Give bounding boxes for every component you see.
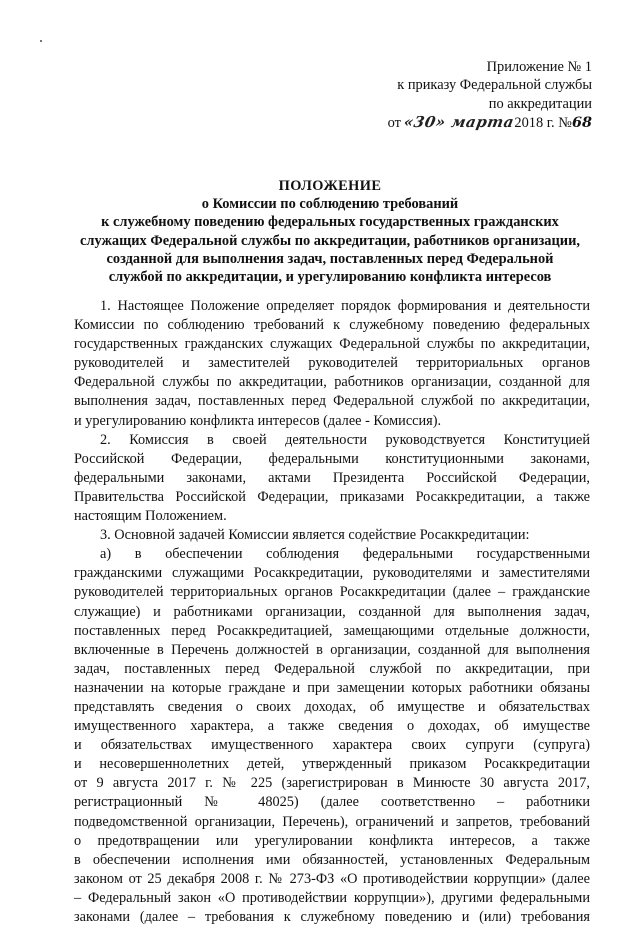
scan-speck (40, 40, 42, 42)
body-line: государственных гражданских служащих Федеральной службы по аккредитации, (74, 336, 590, 353)
body-line: 1. Настоящее Положение определяет порядок формирования и деятельности (100, 298, 590, 314)
body-line: настоящим Положением. (74, 508, 227, 525)
title-line: о Комиссии по соблюдению требований (201, 196, 459, 213)
title-heading: ПОЛОЖЕНИЕ (278, 178, 382, 194)
body-text (74, 297, 590, 927)
body-line: 3. Основной задачей Комиссии является содействие Росаккредитации: (100, 527, 530, 544)
body-line: от 9 августа 2017 г. № 225 (зарегистрирован в Минюсте 30 августа 2017, (74, 775, 590, 792)
body-line: и обязательствах имущественного характера своих супруги (супруга) (74, 737, 590, 754)
body-line: задач, поставленных перед Федеральной службой по аккредитации, при (74, 660, 590, 677)
body-line: подведомственной организации, Перечень), ограничений и запретов, требований (74, 813, 590, 830)
appendix-line-3: по аккредитации (488, 95, 592, 112)
appendix-date-line (388, 113, 592, 132)
appendix-line-1: Приложение № 1 (486, 59, 592, 75)
title-line: к служебному поведению федеральных государственных гражданских (101, 214, 559, 231)
body-line: Правительства Российской Федерации, приказами Росаккредитации, а также (74, 488, 590, 505)
appendix-header (388, 58, 592, 133)
document-title (60, 177, 600, 286)
body-line: – Федеральный закон «О противодействии коррупции»), другими федеральными (74, 889, 590, 906)
handwritten-date: «30» марта (402, 113, 516, 132)
body-line: и несовершеннолетних детей, утвержденный приказом Росаккредитации (74, 756, 590, 773)
body-line: выполнения задач, поставленных перед Федеральной службой по аккредитации, (74, 393, 590, 410)
body-line: Комиссии по соблюдению требований к служебному поведению федеральных (74, 317, 590, 334)
body-line: представлять сведения о своих доходах, об имуществе и обязательствах (74, 698, 590, 715)
body-line: а) в обеспечении соблюдения федеральными государственными (100, 546, 590, 563)
title-line: служащих Федеральной службы по аккредитации, работников организации, (80, 232, 580, 249)
body-line: Федеральной службы по аккредитации, работников организации, созданной для (74, 374, 590, 391)
title-line: созданной для выполнения задач, поставленных перед Федеральной (106, 250, 554, 267)
body-line: о предотвращении или урегулировании конфликта интересов, а также (74, 832, 590, 849)
body-line: законом от 25 декабря 2008 г. № 273-ФЗ «О противодействии коррупции» (далее (74, 870, 590, 887)
body-line: руководителей территориальных органов Росаккредитации (далее – гражданские (74, 584, 590, 601)
handwritten-order-number: 68 (571, 114, 592, 132)
body-line: назначении на которые граждане и при замещении которых работники обязаны (74, 679, 590, 696)
body-line: руководителей и заместителей руководителей территориальных органов (74, 355, 590, 372)
body-line: поставленных перед Росаккредитацией, замещающими отдельные должности, (74, 622, 590, 639)
body-line: служащие) и работниками организации, созданной для выполнения задач, (74, 603, 590, 620)
body-line: гражданскими служащими Росаккредитации, руководителями и заместителями (74, 565, 590, 582)
body-line: регистрационный № 48025) (далее соответственно – работники (74, 794, 590, 811)
date-prefix: от (387, 115, 401, 132)
body-line: 2. Комиссия в своей деятельности руководствуется Конституцией (100, 431, 590, 448)
body-line: федеральными законами, актами Президента Российской Федерации, (74, 469, 590, 486)
appendix-line-2: к приказу Федеральной службы (397, 77, 592, 94)
body-line: законами (далее – требования к служебному поведению и (или) требования (74, 909, 590, 925)
body-line: включенные в Перечень должностей в организации, созданной для выполнения (74, 641, 590, 658)
body-line: и урегулированию конфликта интересов (далее - Комиссия). (74, 412, 442, 429)
body-line: Российской Федерации, федеральными конституционными законами, (74, 450, 590, 467)
title-line: службой по аккредитации, и урегулированию конфликта интересов (108, 269, 552, 286)
body-line: имущественного характера, а также сведения о доходах, об имуществе (74, 718, 590, 735)
body-line: в обеспечении исполнения ими обязанностей, установленных Федеральным (74, 851, 590, 868)
date-year: 2018 г. № (514, 115, 572, 132)
